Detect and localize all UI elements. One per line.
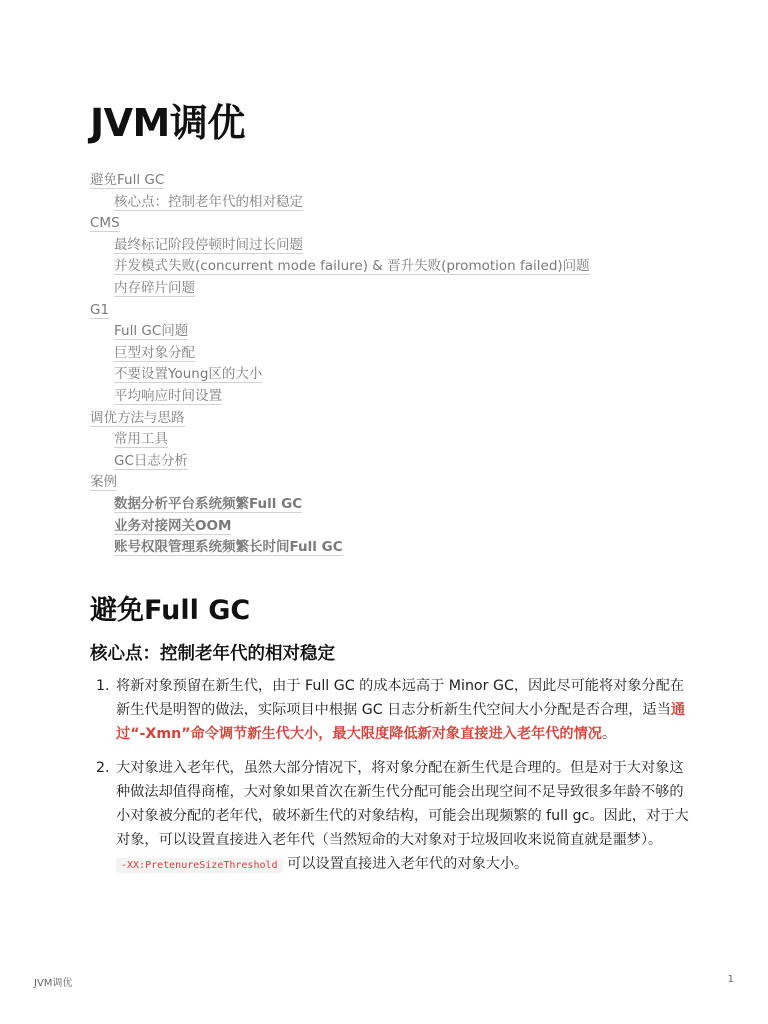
toc-item[interactable] [90,256,690,278]
toc-link[interactable]: 调优方法与思路 [90,409,185,426]
numbered-list [90,674,690,878]
list-number: 2. [96,760,110,776]
section-subheading: 核心点：控制老年代的相对稳定 [90,644,335,664]
toc-link[interactable]: 常用工具 [114,431,168,448]
toc-item[interactable] [90,408,690,430]
toc-item[interactable] [90,321,690,343]
toc-link[interactable]: GC日志分析 [114,452,188,469]
toc-link[interactable]: 业务对接网关OOM [114,517,232,534]
toc-item[interactable] [90,170,690,192]
list-item-text-end: 。 [602,726,617,742]
toc-link[interactable]: 内存碎片问题 [114,279,195,296]
toc-link[interactable]: CMS [90,215,120,232]
toc-item[interactable] [90,429,690,451]
table-of-contents [90,170,690,559]
toc-item[interactable] [90,343,690,365]
toc-link[interactable]: 账号权限管理系统频繁长时间Full GC [114,539,343,556]
page-number: 1 [727,974,734,985]
toc-item[interactable] [90,192,690,214]
toc-link[interactable]: 并发模式失败(concurrent mode failure) & 晋升失败(promotion failed)问题 [114,258,590,275]
toc-item[interactable] [90,300,690,322]
toc-link[interactable]: 避免Full GC [90,172,165,188]
toc-link[interactable]: 巨型对象分配 [114,344,195,361]
toc-item[interactable] [90,213,690,235]
toc-item[interactable] [90,451,690,473]
toc-item[interactable] [90,516,690,538]
toc-link[interactable]: 核心点：控制老年代的相对稳定 [114,193,303,210]
toc-link[interactable]: 平均响应时间设置 [114,387,222,404]
toc-item[interactable] [90,364,690,386]
toc-link[interactable]: 数据分析平台系统频繁Full GC [114,495,303,512]
section-heading: 避免Full GC [90,595,251,626]
list-item-text: 大对象进入老年代，虽然大部分情况下，将对象分配在新生代是合理的。但是对于大对象这种做法却值得商榷，大对象如果首次在新生代分配可能会出现空间不足导致很多年龄不够的小对象被分配的老年代，破坏新生代的对象结构，可能会出现频繁的 full gc。因此，对于大对象，可以设置直接进入老年代（当然短命的大对象对于垃圾回收来说简直就是噩梦）。 [116,760,689,848]
toc-link[interactable]: 案例 [90,474,117,491]
toc-link[interactable]: G1 [90,301,110,318]
list-item [90,674,690,746]
toc-link[interactable]: Full GC问题 [114,323,189,340]
inline-code: -XX:PretenureSizeThreshold [116,858,283,873]
list-number: 1. [96,678,110,694]
footer-title: JVM调优 [34,978,73,989]
toc-item[interactable] [90,472,690,494]
list-item-text-end: 可以设置直接进入老年代的对象大小。 [282,856,529,872]
toc-item[interactable] [90,235,690,257]
document-title: JVM调优 [90,101,245,145]
highlighted-text: 通过“-Xmn”命令调节新生代大小，最大限度降低新对象直接进入老年代的情况 [116,702,686,742]
list-item [90,756,690,878]
toc-item[interactable] [90,386,690,408]
toc-item[interactable] [90,537,690,559]
toc-item[interactable] [90,494,690,516]
toc-item[interactable] [90,278,690,300]
toc-link[interactable]: 最终标记阶段停顿时间过长问题 [114,236,303,253]
list-item-text: 将新对象预留在新生代，由于 Full GC 的成本远高于 Minor GC，因此尽可能将对象分配在新生代是明智的做法，实际项目中根据 GC 日志分析新生代空间大小分配是否合理，适当 [116,678,685,718]
toc-link[interactable]: 不要设置Young区的大小 [114,366,263,383]
